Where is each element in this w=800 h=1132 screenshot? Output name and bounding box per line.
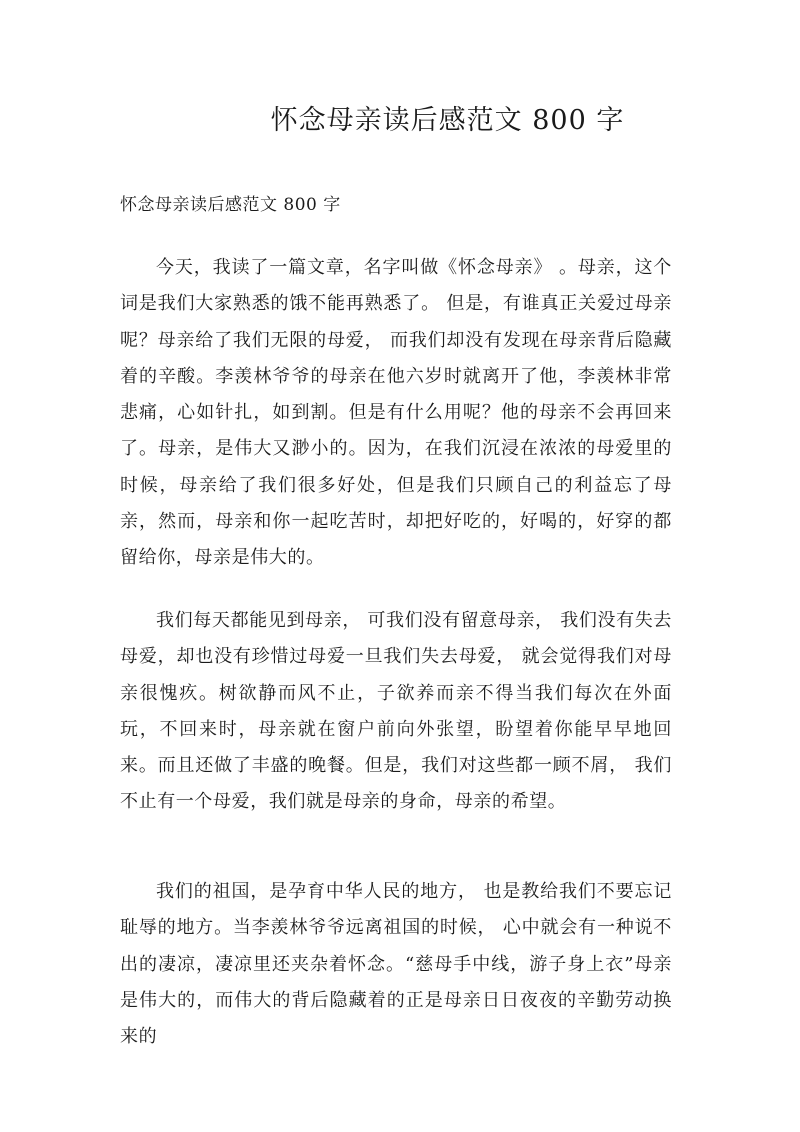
paragraph-1: 今天，我读了一篇文章，名字叫做《怀念母亲》 。母亲，这个词是我们大家熟悉的饿不能再熟悉了。 但是，有谁真正关爱过母亲呢？母亲给了我们无限的母爱， 而我们却没有发现在母亲背后隐藏着的辛酸。李羡林爷爷的母亲在他六岁时就离开了他，李羡林非常悲痛，心如针扎，如到割。但是有什么用呢？他的母亲不会再回来了。母亲，是伟大又渺小的。因为，在我们沉浸在浓浓的母爱里的时候，母亲给了我们很多好处，但是我们只顾自己的利益忘了母亲，然而，母亲和你一起吃苦时，却把好吃的，好喝的，好穿的都留给你，母亲是伟大的。 [120,257,672,569]
document-title: 怀念母亲读后感范文 800 字 [270,105,625,136]
paragraph-3: 我们的祖国，是孕育中华人民的地方， 也是教给我们不要忘记耻辱的地方。当李羡林爷爷远离祖国的时候， 心中就会有一种说不出的凄凉，凄凉里还夹杂着怀念。“慈母手中线，游子身上衣”母亲是伟大的，而伟大的背后隐藏着的正是母亲日日夜夜的辛勤劳动换来的 [120,881,672,1048]
document-subtitle: 怀念母亲读后感范文 800 字 [120,195,341,215]
paragraph-2: 我们每天都能见到母亲， 可我们没有留意母亲， 我们没有失去母爱，却也没有珍惜过母爱一旦我们失去母爱， 就会觉得我们对母亲很愧疚。树欲静而风不止，子欲养而亲不得当我们每次在外面玩，不回来时，母亲就在窗户前向外张望，盼望着你能早早地回来。而且还做了丰盛的晚餐。但是，我们对这些都一顾不屑， 我们不止有一个母爱，我们就是母亲的身命，母亲的希望。 [120,610,672,813]
